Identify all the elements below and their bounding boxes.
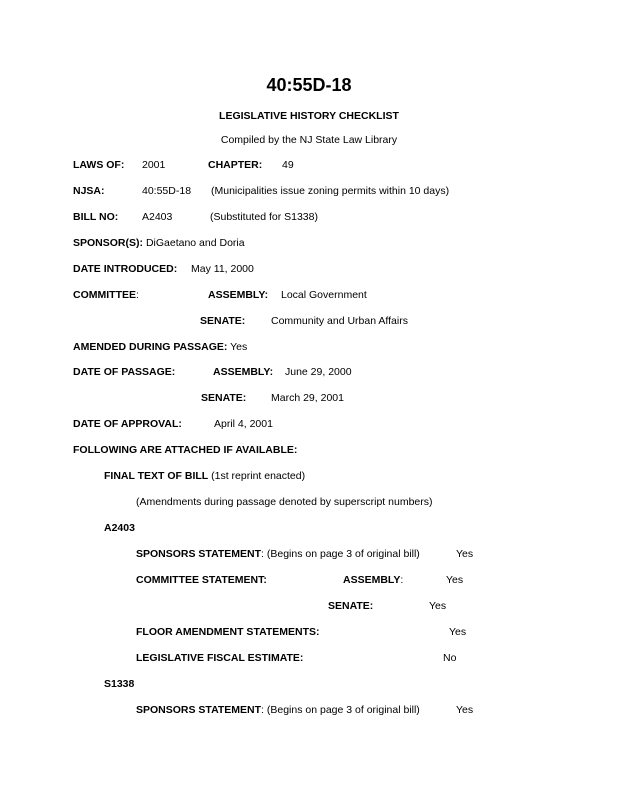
passage-senate-label: SENATE: — [201, 392, 247, 404]
chapter-label: CHAPTER: — [208, 159, 263, 171]
attached-heading: FOLLOWING ARE ATTACHED IF AVAILABLE: — [73, 444, 298, 456]
a2403-committee-statement-label: COMMITTEE STATEMENT: — [136, 574, 267, 586]
committee-label — [73, 289, 139, 301]
a2403-sponsors-statement — [136, 548, 420, 560]
committee-assembly-value: Local Government — [281, 289, 367, 301]
document-subtitle: LEGISLATIVE HISTORY CHECKLIST — [219, 110, 399, 122]
date-introduced-label: DATE INTRODUCED: — [73, 263, 178, 275]
date-of-passage-label: DATE OF PASSAGE: — [73, 366, 176, 378]
a2403-floor-value: Yes — [449, 626, 467, 638]
a2403-floor-label: FLOOR AMENDMENT STATEMENTS: — [136, 626, 320, 638]
final-text-note: (1st reprint enacted) — [211, 470, 306, 482]
a2403-senate-value: Yes — [429, 600, 447, 612]
date-introduced-value: May 11, 2000 — [191, 263, 254, 275]
a2403-assembly-value: Yes — [446, 574, 464, 586]
final-text-row — [104, 470, 305, 482]
sponsors-value: DiGaetano and Doria — [145, 237, 245, 249]
a2403-senate-label: SENATE: — [328, 600, 374, 612]
a2403-assembly-colon: : — [400, 574, 404, 586]
date-of-approval-value: April 4, 2001 — [214, 418, 273, 430]
a2403-assembly-label: ASSEMBLY — [343, 574, 401, 586]
sponsors-label: SPONSOR(S): — [73, 237, 144, 249]
laws-of-label: LAWS OF: — [73, 159, 125, 171]
passage-senate-value: March 29, 2001 — [271, 392, 344, 404]
a2403-assembly — [343, 574, 403, 586]
s1338-sponsors-statement-label: SPONSORS STATEMENT — [136, 704, 262, 716]
njsa-description: (Municipalities issue zoning permits within 10 days) — [211, 185, 450, 197]
s1338-sponsors-statement-note: : (Begins on page 3 of original bill) — [261, 704, 420, 716]
committee-assembly-label: ASSEMBLY: — [208, 289, 269, 301]
date-of-approval-label: DATE OF APPROVAL: — [73, 418, 182, 430]
laws-of-value: 2001 — [142, 159, 166, 171]
a2403-label: A2403 — [104, 522, 135, 534]
committee-colon: : — [136, 289, 139, 301]
bill-no-note: (Substituted for S1338) — [210, 211, 318, 223]
compiled-by: Compiled by the NJ State Law Library — [220, 134, 398, 146]
amendments-note: (Amendments during passage denoted by superscript numbers) — [136, 496, 433, 508]
chapter-value: 49 — [282, 159, 294, 171]
amended-value: Yes — [230, 341, 248, 353]
s1338-sponsors-statement-value: Yes — [456, 704, 474, 716]
amended-label: AMENDED DURING PASSAGE: — [73, 341, 228, 353]
njsa-label: NJSA: — [73, 185, 105, 197]
passage-assembly-value: June 29, 2000 — [285, 366, 352, 378]
s1338-sponsors-statement — [136, 704, 420, 716]
a2403-fiscal-value: No — [443, 652, 457, 664]
bill-no-label: BILL NO: — [73, 211, 119, 223]
bill-no-value: A2403 — [142, 211, 173, 223]
committee-senate-value: Community and Urban Affairs — [271, 315, 408, 327]
passage-assembly-label: ASSEMBLY: — [213, 366, 274, 378]
final-text-label: FINAL TEXT OF BILL — [104, 470, 209, 482]
s1338-label: S1338 — [104, 678, 135, 690]
njsa-value: 40:55D-18 — [142, 185, 192, 197]
a2403-sponsors-statement-label: SPONSORS STATEMENT — [136, 548, 262, 560]
amended-row — [73, 341, 247, 353]
a2403-fiscal-label: LEGISLATIVE FISCAL ESTIMATE: — [136, 652, 304, 664]
a2403-sponsors-statement-value: Yes — [456, 548, 474, 560]
committee-senate-label: SENATE: — [200, 315, 246, 327]
a2403-sponsors-statement-note: : (Begins on page 3 of original bill) — [261, 548, 420, 560]
committee-label-text: COMMITTEE — [73, 289, 136, 301]
document-title: 40:55D-18 — [266, 75, 352, 95]
sponsors-row — [73, 237, 245, 249]
